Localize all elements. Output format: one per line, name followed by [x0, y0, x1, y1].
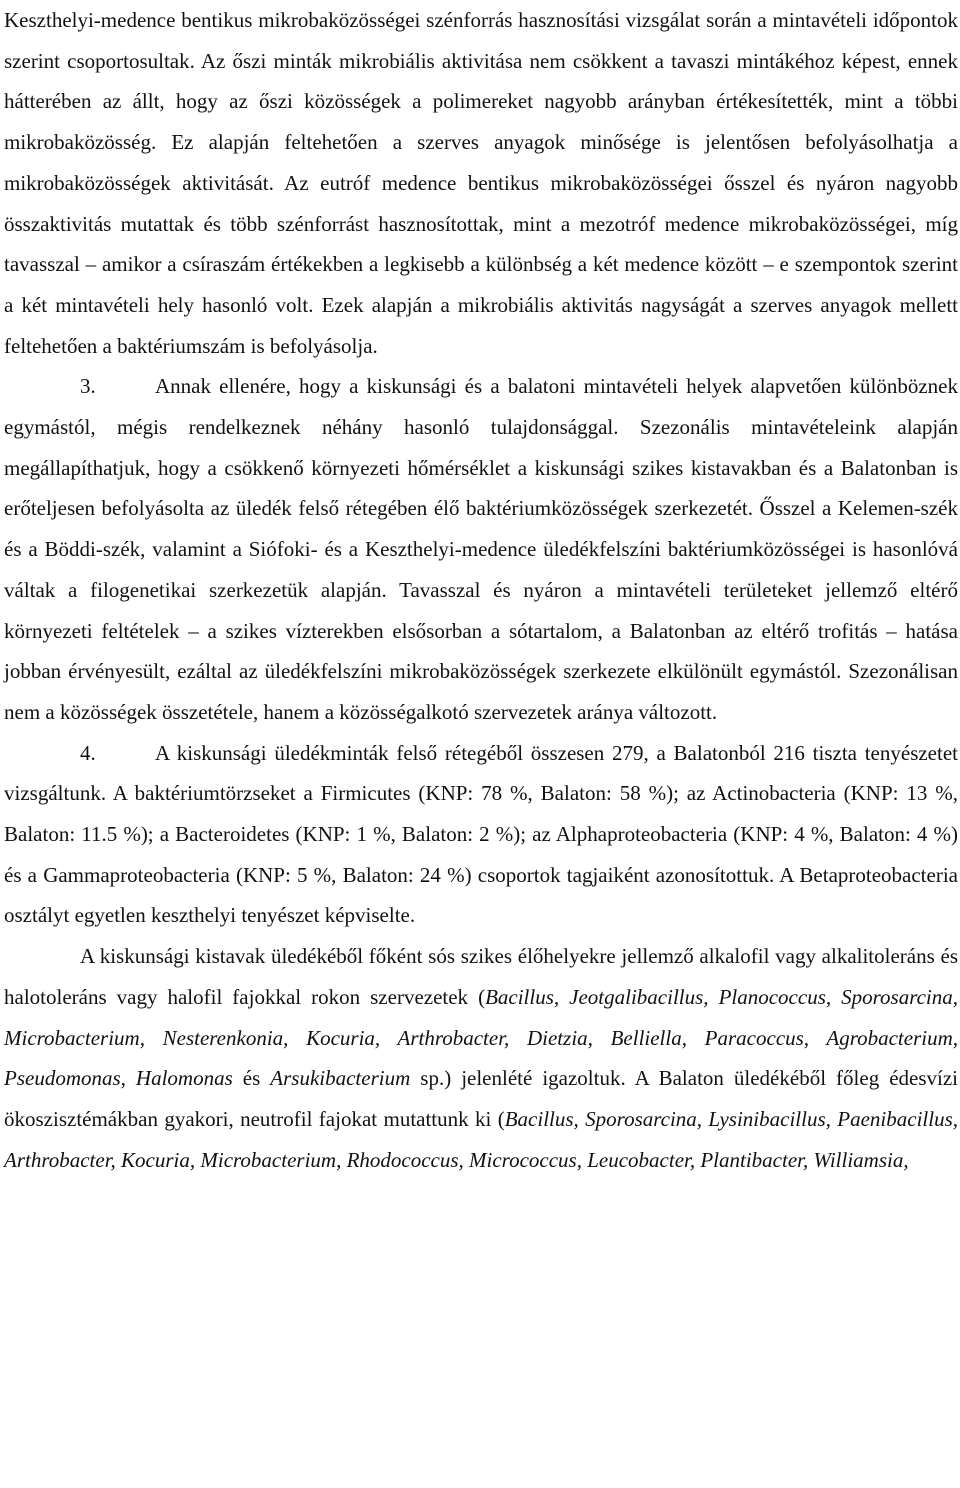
paragraph-4-text: A kiskunsági üledékminták felső rétegéből összesen 279, a Balatonból 216 tiszta tenyészetet vizsgáltunk. A baktériumtörzseket a Firmicutes (KNP: 78 %, Balaton: 58 %); az Actinobacteria (KNP: 13 %, Balaton: 11.5 %); a Bacteroidetes (KNP: 1 %, Balaton: 2 %); az Alphaproteobacteria (KNP: 4 %, Balaton: 4 %) és a Gammaproteobacteria (KNP: 5 %, Balaton: 24 %) csoportok tagjaiként azonosítottuk. A Betaproteobacteria osztályt egyetlen keszthelyi tenyészet képviselte. — [4, 740, 958, 928]
document-page — [4, 0, 958, 1180]
paragraph-5 — [4, 936, 958, 1180]
paragraph-1 — [4, 0, 958, 366]
genus-list-balaton: Bacillus, Sporosarcina, Lysinibacillus, Paenibacillus, Arthrobacter, Kocuria, Microbacterium, Rhodococcus, Micrococcus, Leucobacter, Plantibacter, Williamsia, — [4, 1106, 958, 1172]
paragraph-3-text: Annak ellenére, hogy a kiskunsági és a balatoni mintavételi helyek alapvetően különböznek egymástól, mégis rendelkeznek néhány hasonló tulajdonsággal. Szezonális mintavételeink alapján megállapíthatjuk, hogy a csökkenő környezeti hőmérséklet a kiskunsági szikes kistavakban és a Balatonban is erőteljesen befolyásolta az üledék felső rétegében élő baktériumközösségek szerkezetét. Ősszel a Kelemen-szék és a Böddi-szék, valamint a Siófoki- és a Keszthelyi-medence üledékfelszíni baktériumközösségei is hasonlóvá váltak a filogenetikai szerkezetük alapján. Tavasszal és nyáron a mintavételi területeket jellemző eltérő környezeti feltételek – a szikes vízterekben elsősorban a sótartalom, a Balatonban az eltérő trofitás – hatása jobban érvényesült, ezáltal az üledékfelszíni mikrobaközösségek szerkezete elkülönült egymástól. Szezonálisan nem a közösségek összetétele, hanem a közösségalkotó szervezetek aránya változott. — [4, 374, 958, 724]
paragraph-4 — [4, 733, 958, 937]
item-number-3: 3. — [80, 374, 96, 399]
paragraph-5-text-b: és — [232, 1066, 271, 1091]
paragraph-5-text-a: A kiskunsági kistavak üledékéből főként sós szikes élőhelyekre jellemző alkalofil vagy alkalitoleráns és halotoleráns vagy halofil fajokkal rokon szervezetek ( — [4, 944, 958, 1009]
paragraph-5-text-c: sp.) jelenlété igazoltuk. A Balaton üledékéből főleg édesvízi ökoszisztémákban gyakori, neutrofil fajokat mutattunk ki ( — [4, 1066, 959, 1131]
paragraph-3 — [4, 366, 958, 732]
genus-arsukibacterium: Arsukibacterium — [270, 1066, 411, 1091]
item-number-4: 4. — [80, 740, 96, 765]
genus-list-kiskunsag: Bacillus, Jeotgalibacillus, Planococcus, Sporosarcina, Microbacterium, Nesterenkonia, Kocuria, Arthrobacter, Dietzia, Belliella, Paracoccus, Agrobacterium, Pseudomonas, Halomonas — [4, 984, 958, 1091]
paragraph-1-text: Keszthelyi-medence bentikus mikrobaközösségei szénforrás hasznosítási vizsgálat során a mintavételi időpontok szerint csoportosultak. Az őszi minták mikrobiális aktivitása nem csökkent a tavaszi mintákéhoz képest, ennek hátterében az állt, hogy az őszi közösségek a polimereket nagyobb arányban értékesítették, mint a többi mikrobaközösség. Ez alapján feltehetően a szerves anyagok minősége is jelentősen befolyásolhatja a mikrobaközösségek aktivitását. Az eutróf medence bentikus mikrobaközösségei ősszel és nyáron nagyobb összaktivitás mutattak és több szénforrást hasznosítottak, mint a mezotróf medence mikrobaközösségei, míg tavasszal – amikor a csíraszám értékekben a legkisebb a különbség a két medence között – e szempontok szerint a két mintavételi hely hasonló volt. Ezek alapján a mikrobiális aktivitás nagyságát a szerves anyagok mellett feltehetően a baktériumszám is befolyásolja. — [4, 8, 958, 358]
